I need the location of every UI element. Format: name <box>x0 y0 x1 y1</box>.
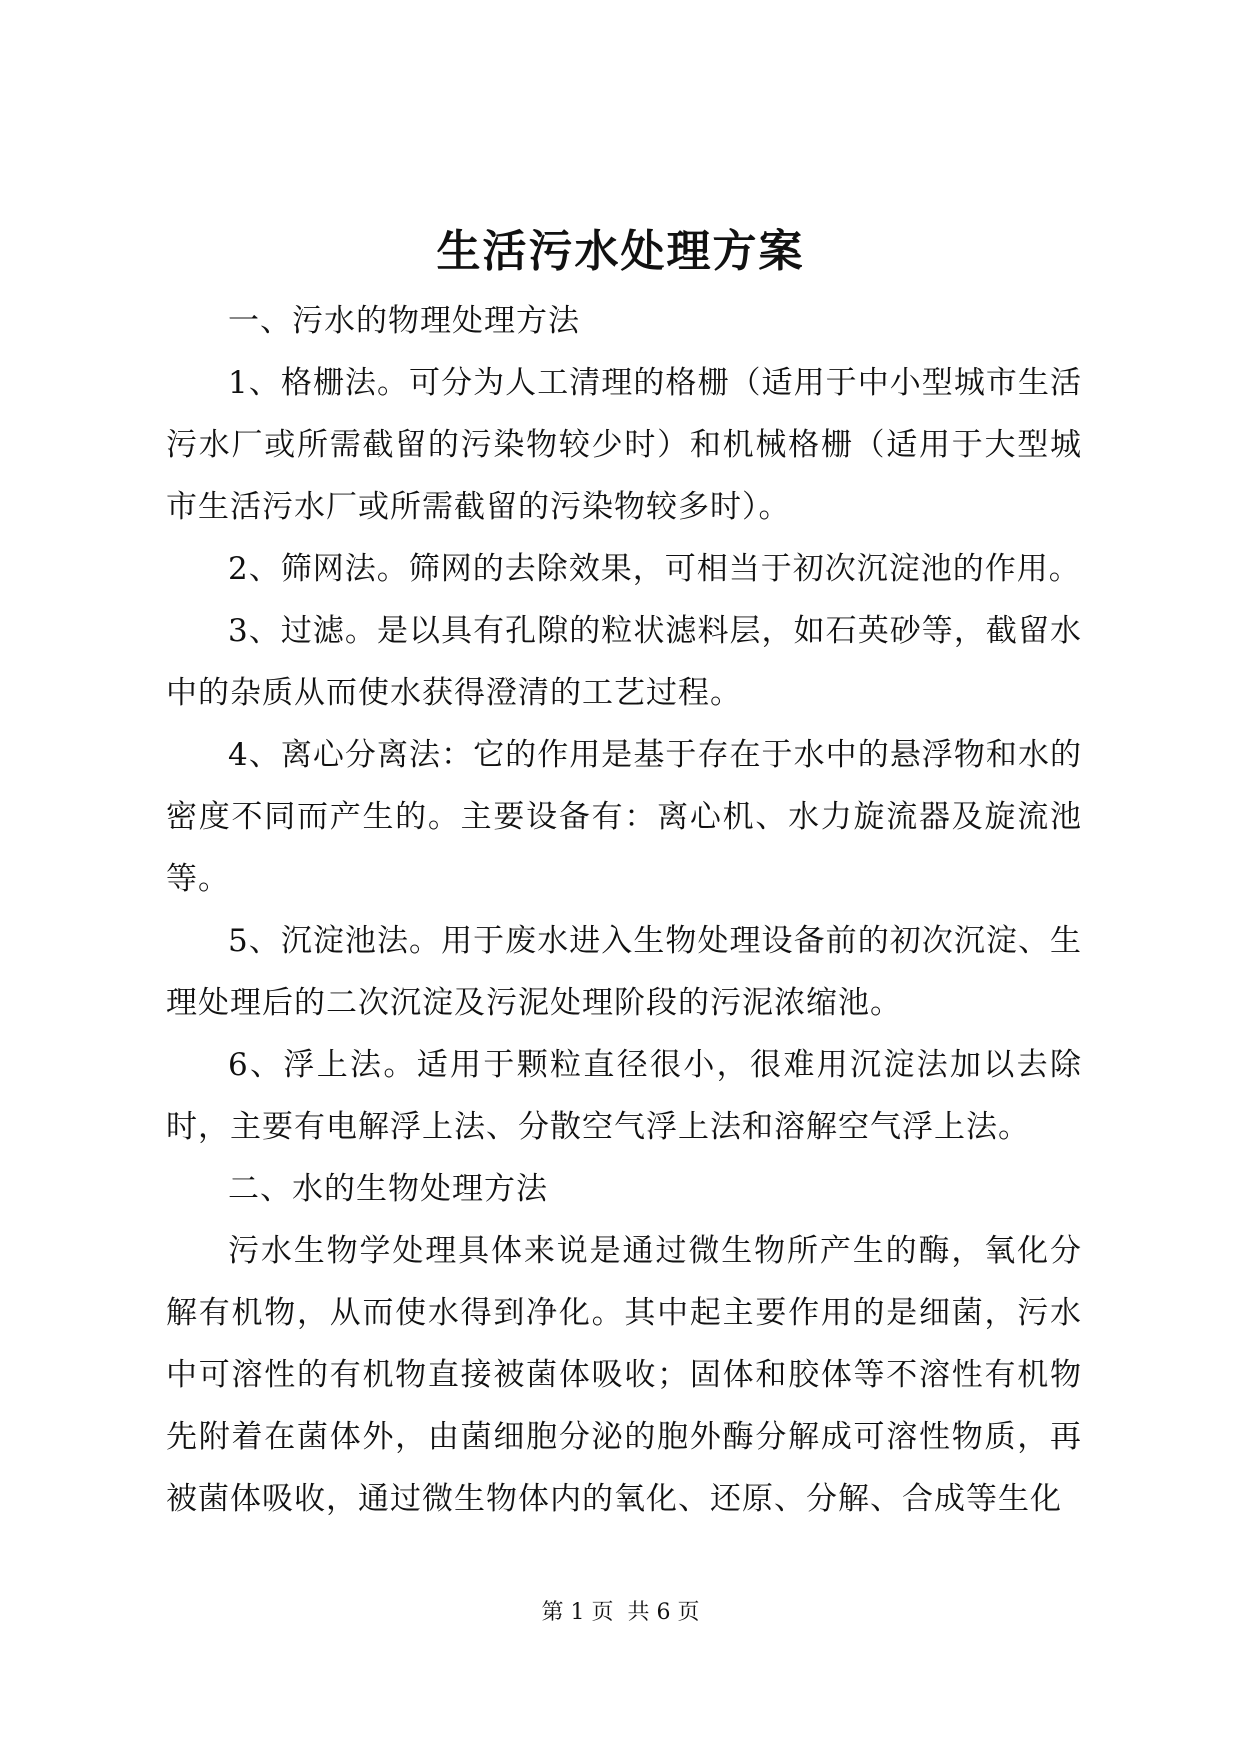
paragraph-flotation: 6、浮上法。适用于颗粒直径很小，很难用沉淀法加以去除时，主要有电解浮上法、分散空气浮上法和溶解空气浮上法。 <box>166 1047 1082 1145</box>
paragraph-biological: 污水生物学处理具体来说是通过微生物所产生的酶，氧化分解有机物，从而使水得到净化。其中起主要作用的是细菌，污水中可溶性的有机物直接被菌体吸收；固体和胶体等不溶性有机物先附着在菌体外，由菌细胞分泌的胞外酶分解成可溶性物质，再被菌体吸收，通过微生物体内的氧化、还原、分解、合成等生化 <box>166 1233 1082 1517</box>
paragraph-centrifugal: 4、离心分离法：它的作用是基于存在于水中的悬浮物和水的密度不同而产生的。主要设备有：离心机、水力旋流器及旋流池等。 <box>166 737 1082 897</box>
paragraph-sedimentation: 5、沉淀池法。用于废水进入生物处理设备前的初次沉淀、生理处理后的二次沉淀及污泥处理阶段的污泥浓缩池。 <box>166 923 1082 1021</box>
paragraph-filtration: 3、过滤。是以具有孔隙的粒状滤料层，如石英砂等，截留水中的杂质从而使水获得澄清的工艺过程。 <box>166 613 1082 711</box>
paragraph-grating: 1、格栅法。可分为人工清理的格栅（适用于中小型城市生活污水厂或所需截留的污染物较少时）和机械格栅（适用于大型城市生活污水厂或所需截留的污染物较多时）。 <box>166 365 1082 525</box>
section-heading-physical: 一、污水的物理处理方法 <box>228 303 580 339</box>
page-number-current: 第 1 页 <box>541 1600 614 1625</box>
page-number-total: 共 6 页 <box>627 1600 700 1625</box>
section-heading-biological: 二、水的生物处理方法 <box>228 1171 548 1207</box>
paragraph-screen: 2、筛网法。筛网的去除效果，可相当于初次沉淀池的作用。 <box>228 551 1081 587</box>
document-title: 生活污水处理方案 <box>436 226 805 277</box>
page-footer <box>0 1598 1241 1628</box>
document-body <box>166 290 1082 1530</box>
